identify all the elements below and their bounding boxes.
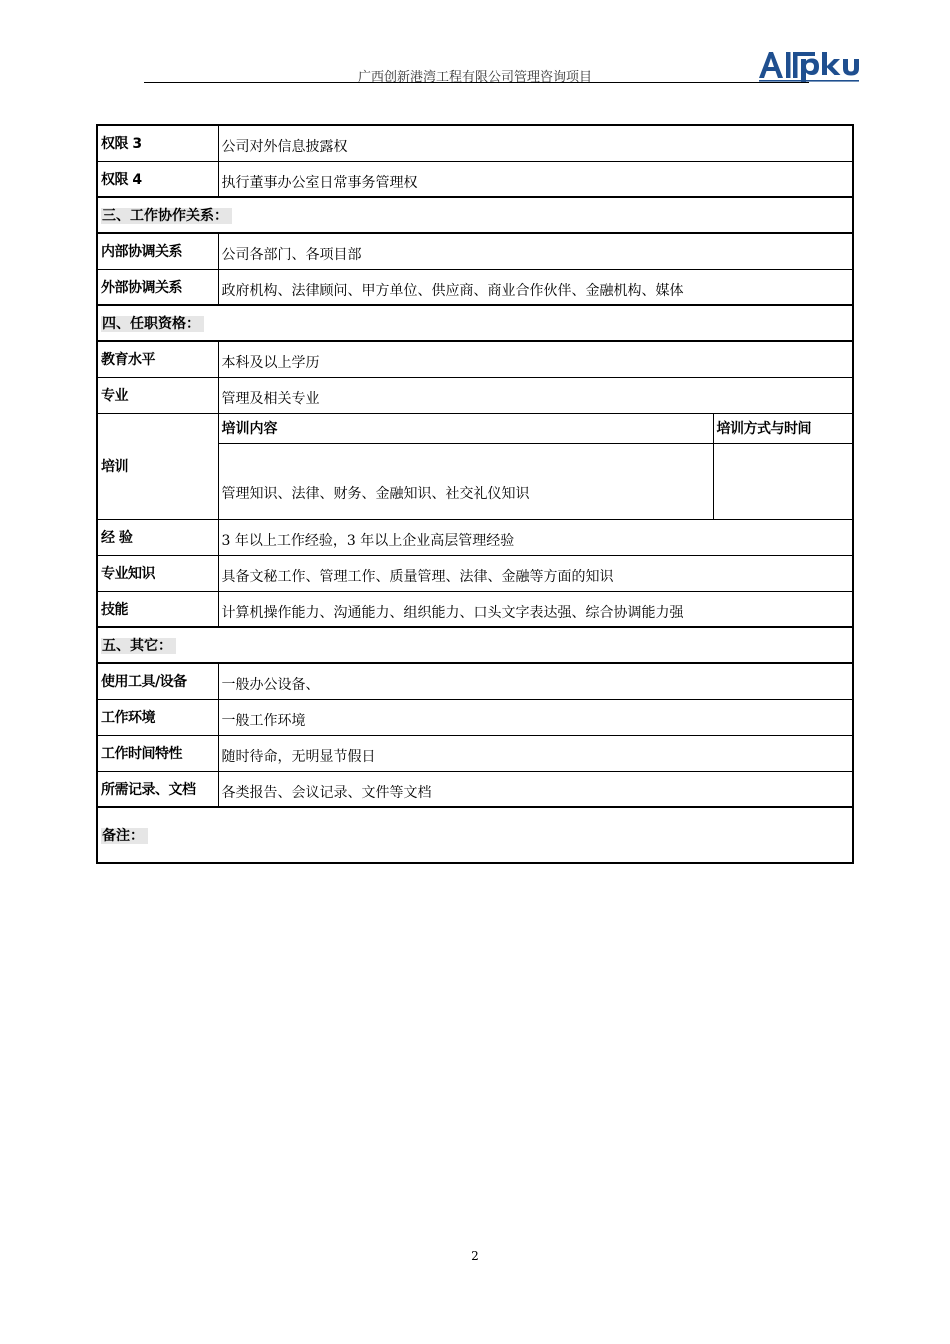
records-value: 各类报告、会议记录、文件等文档 xyxy=(218,771,853,807)
page-number: 2 xyxy=(471,1249,479,1263)
knowledge-label: 专业知识 xyxy=(97,555,218,591)
internal-relations-value: 公司各部门、各项目部 xyxy=(218,233,853,269)
remarks-cell xyxy=(97,807,853,863)
authority-4-label: 权限 4 xyxy=(97,161,218,197)
experience-value: 3 年以上工作经验，3 年以上企业高层管理经验 xyxy=(218,519,853,555)
row-work-time xyxy=(97,735,853,771)
section-qualifications xyxy=(97,305,853,341)
internal-relations-label: 内部协调关系 xyxy=(97,233,218,269)
header-rule xyxy=(144,82,809,83)
major-label: 专业 xyxy=(97,377,218,413)
row-education xyxy=(97,341,853,377)
environment-value: 一般工作环境 xyxy=(218,699,853,735)
external-relations-value: 政府机构、法律顾问、甲方单位、供应商、商业合作伙伴、金融机构、媒体 xyxy=(218,269,853,305)
row-knowledge xyxy=(97,555,853,591)
authority-4-value: 执行董事办公室日常事务管理权 xyxy=(218,161,853,197)
row-major xyxy=(97,377,853,413)
environment-label: 工作环境 xyxy=(97,699,218,735)
section-collaboration xyxy=(97,197,853,233)
row-authority-4 xyxy=(97,161,853,197)
row-remarks xyxy=(97,807,853,863)
job-description-table xyxy=(96,124,854,864)
row-internal-relations xyxy=(97,233,853,269)
row-training-header xyxy=(97,413,853,443)
authority-3-label: 权限 3 xyxy=(97,125,218,161)
row-authority-3 xyxy=(97,125,853,161)
training-label: 培训 xyxy=(97,413,218,519)
row-skills xyxy=(97,591,853,627)
row-external-relations xyxy=(97,269,853,305)
training-content-header: 培训内容 xyxy=(218,413,713,443)
records-label: 所需记录、文档 xyxy=(97,771,218,807)
row-experience xyxy=(97,519,853,555)
section-title-collaboration: 三、工作协作关系： xyxy=(97,197,853,233)
company-logo xyxy=(757,44,869,84)
skills-label: 技能 xyxy=(97,591,218,627)
authority-3-value: 公司对外信息披露权 xyxy=(218,125,853,161)
skills-value: 计算机操作能力、沟通能力、组织能力、口头文字表达强、综合协调能力强 xyxy=(218,591,853,627)
training-method-value xyxy=(713,443,853,519)
education-label: 教育水平 xyxy=(97,341,218,377)
external-relations-label: 外部协调关系 xyxy=(97,269,218,305)
work-time-label: 工作时间特性 xyxy=(97,735,218,771)
tools-value: 一般办公设备、 xyxy=(218,663,853,699)
section-title-qualifications: 四、任职资格： xyxy=(97,305,853,341)
document-header-title: 广西创新港湾工程有限公司管理咨询项目 xyxy=(357,70,592,85)
section-others xyxy=(97,627,853,663)
knowledge-value: 具备文秘工作、管理工作、质量管理、法律、金融等方面的知识 xyxy=(218,555,853,591)
row-records xyxy=(97,771,853,807)
remarks-label: 备注： xyxy=(101,828,148,844)
education-value: 本科及以上学历 xyxy=(218,341,853,377)
tools-label: 使用工具/设备 xyxy=(97,663,218,699)
row-tools xyxy=(97,663,853,699)
training-method-header: 培训方式与时间 xyxy=(713,413,853,443)
major-value: 管理及相关专业 xyxy=(218,377,853,413)
section-title-others: 五、其它： xyxy=(97,627,853,663)
work-time-value: 随时待命，无明显节假日 xyxy=(218,735,853,771)
training-content-value: 管理知识、法律、财务、金融知识、社交礼仪知识 xyxy=(218,443,713,519)
row-environment xyxy=(97,699,853,735)
experience-label: 经 验 xyxy=(97,519,218,555)
